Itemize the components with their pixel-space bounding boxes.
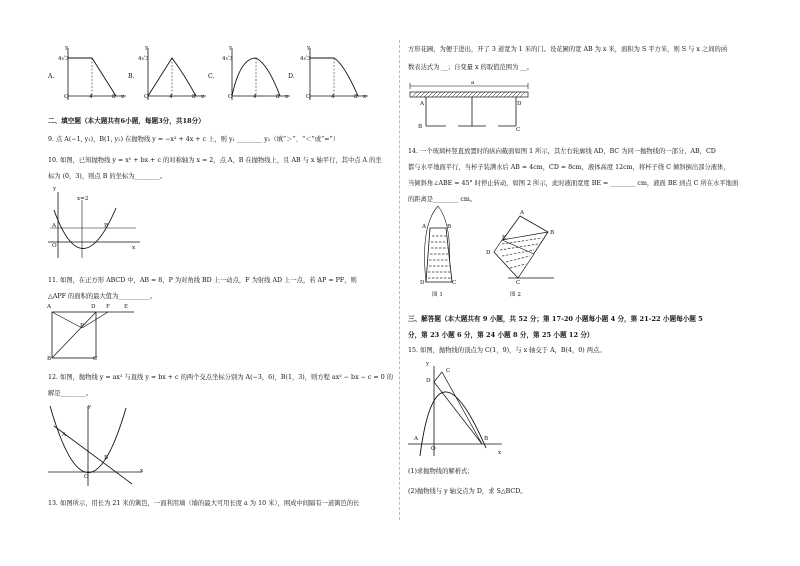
option-b-y-tick: 4√3 — [138, 56, 149, 62]
option-a-x-tick-8: 8 — [112, 94, 116, 100]
question-12-figure — [46, 404, 146, 488]
option-d-x-tick-8: 8 — [354, 94, 358, 100]
q14-fig1-point-a: A — [422, 224, 427, 230]
q10-symmetry-label: x=2 — [77, 196, 89, 202]
question-15-figure — [406, 362, 506, 458]
question-15-part-2: (2)抛物线与 y 轴交点为 D，求 S△BCD。 — [408, 488, 527, 495]
q15-point-d: D — [426, 378, 431, 384]
option-b-origin: O — [144, 94, 149, 100]
q15-point-c: C — [446, 368, 451, 374]
q14-fig2-point-a: A — [520, 210, 525, 216]
option-c-y-tick: 4√3 — [222, 56, 233, 62]
q14-fig2-point-c: C — [516, 280, 521, 286]
q15-y-axis-label: y — [426, 361, 430, 367]
option-c-x-tick-4: 4 — [253, 94, 257, 100]
q12-origin: O — [84, 474, 89, 480]
q12-point-a: A — [62, 432, 67, 438]
q14-fig1-point-b: B — [447, 224, 452, 230]
option-d-label: D. — [288, 73, 295, 80]
option-b-y-axis-label: y — [145, 45, 149, 51]
q15-point-a: A — [414, 436, 419, 442]
option-c-x-axis-label: x — [285, 94, 289, 100]
question-9: 9. 点 A(−1, y₁)，B(1, y₂) 在抛物线 y = −x² + 4x + c 上，则 y₁ ________ y₂（填“＞”、“＜”或“=”） — [48, 136, 340, 143]
question-14-line-2: 都与水平地面平行，当杯子装满水后 AB = 4cm，CD = 8cm，液体高度 12cm，将杯子绕 C 倾斜倒出部分液体， — [408, 164, 730, 171]
question-11-line-1: 11. 如图，在正方形 ABCD 中，AB = 8，P 为对角线 BD 上一动点，F 为射线 AD 上一点，若 AP = PF，则 — [48, 277, 357, 284]
option-c-origin: O — [228, 94, 233, 100]
q15-point-b: B — [484, 436, 489, 442]
q11-point-d: D — [91, 304, 96, 310]
question-15: 15. 如图，抛物线的顶点为 C(1，9)，与 x 轴交于 A，B(4，0) 两点。 — [408, 347, 606, 354]
question-15-part-1: (1)求抛物线的解析式； — [408, 468, 474, 475]
q13-point-c: C — [516, 127, 521, 133]
q13-point-d: D — [517, 101, 522, 107]
q11-point-a: A — [47, 304, 52, 310]
option-d-x-tick-4: 4 — [331, 94, 335, 100]
q10-point-b: B — [104, 223, 109, 229]
option-d-y-tick: 4√3 — [300, 56, 311, 62]
q14-fig2-point-e: E — [502, 235, 507, 241]
question-11-line-2: △APF 的面积的最大值为__________。 — [48, 293, 157, 300]
option-a-x-axis-label: x — [121, 94, 125, 100]
option-d-x-axis-label: x — [363, 94, 367, 100]
q15-origin: O — [431, 446, 436, 452]
question-14-figure-2 — [478, 212, 558, 284]
q10-origin: O — [52, 243, 57, 249]
q14-fig2-point-b: B — [550, 230, 555, 236]
q11-point-c: C — [93, 356, 98, 362]
q12-point-b: B — [104, 455, 109, 461]
option-c-x-tick-8: 8 — [276, 94, 280, 100]
section-3-heading-line-2: 分，第 23 小题 6 分，第 24 小题 8 分，第 25 小题 12 分） — [408, 331, 594, 339]
q14-figure-1-caption: 图 1 — [432, 292, 443, 298]
option-b-x-tick-4: 4 — [169, 94, 173, 100]
option-c-y-axis-label: y — [229, 45, 233, 51]
option-c-label: C. — [208, 73, 215, 80]
option-a-label: A. — [48, 73, 55, 80]
q14-fig1-point-d: D — [420, 280, 425, 286]
option-a-origin: O — [64, 94, 69, 100]
option-d-y-axis-label: y — [307, 45, 311, 51]
question-14-line-1: 14. 一个玻璃杯竖直放置时的纵向截面如图 1 所示，其左右轮廓线 AD，BC 为同一抛物线的一部分，AB，CD — [408, 148, 716, 155]
q14-fig2-point-d: D — [486, 250, 491, 256]
q13-point-b: B — [418, 124, 423, 130]
q11-point-p: P — [80, 323, 84, 329]
q10-x-axis-label: x — [132, 245, 136, 251]
option-a-y-axis-label: y — [65, 45, 69, 51]
q10-point-a: A — [52, 223, 57, 229]
q15-x-axis-label: x — [498, 450, 502, 456]
option-d-origin: O — [306, 94, 311, 100]
question-14-line-4: 的距离是________ cm。 — [408, 196, 477, 203]
question-13-line-3: 数表达式为 __；自变量 x 的取值范围为 __。 — [408, 64, 533, 71]
q12-y-axis-label: y — [88, 404, 92, 410]
option-a-x-tick-4: 4 — [89, 94, 93, 100]
question-12-line-1: 12. 如图，抛物线 y = ax² 与直线 y = bx + c 的两个交点坐标分别为 A(−3，6)，B(1，3)，则方程 ax² − bx − c = 0 的 — [48, 374, 394, 381]
option-b-label: B. — [128, 73, 135, 80]
section-3-heading-line-1: 三、解答题（本大题共有 9 小题，共 52 分；第 17-20 小题每小题 4 分，第 21-22 小题每小题 5 — [408, 315, 703, 323]
q11-point-e: E — [124, 304, 129, 310]
question-13-line-2: 方形花圃，为便于进出，开了 3 道宽为 1 米的门。设花圃的宽 AB 为 x 米，面积为 S 平方米，则 S 与 x 之间的函 — [408, 46, 728, 53]
option-b-x-axis-label: x — [201, 94, 205, 100]
question-10-line-2: 标为 (0，3)，则点 B 的坐标为________。 — [48, 173, 167, 180]
question-10-line-1: 10. 如图，已知抛物线 y = x² + bx + c 的对称轴为 x = 2，点 A，B 在抛物线上，且 AB 与 x 轴平行，其中点 A 的坐 — [48, 157, 382, 164]
q12-x-axis-label: x — [140, 468, 144, 474]
option-b-x-tick-8: 8 — [192, 94, 196, 100]
question-14-line-3: 当倾斜角∠ABE = 45° 时停止转动，如图 2 所示，此时液面宽度 BE = ________ cm，液面 BE 到点 C 所在水平地面 — [408, 180, 739, 187]
q13-label-a: a — [471, 80, 475, 86]
section-2-heading: 二、填空题（本大题共有6小题，每题3分，共18分） — [48, 117, 205, 125]
q11-point-b: B — [47, 356, 52, 362]
q14-figure-2-caption: 图 2 — [510, 292, 521, 298]
question-12-line-2: 解是________。 — [48, 390, 93, 397]
column-divider — [399, 40, 400, 520]
q14-fig1-point-c: C — [452, 280, 457, 286]
question-13-line-1: 13. 如图所示，用长为 21 米的篱笆，一面利用墙（墙的最大可用长度 a 为 10 米），围成中间隔有一道篱笆的长 — [48, 500, 360, 507]
question-14-figure-1 — [418, 204, 468, 290]
q13-point-a: A — [420, 101, 425, 107]
q11-point-f: F — [106, 304, 110, 310]
option-a-y-tick: 4√3 — [58, 56, 69, 62]
question-10-figure — [46, 188, 146, 260]
q10-y-axis-label: y — [53, 186, 57, 192]
